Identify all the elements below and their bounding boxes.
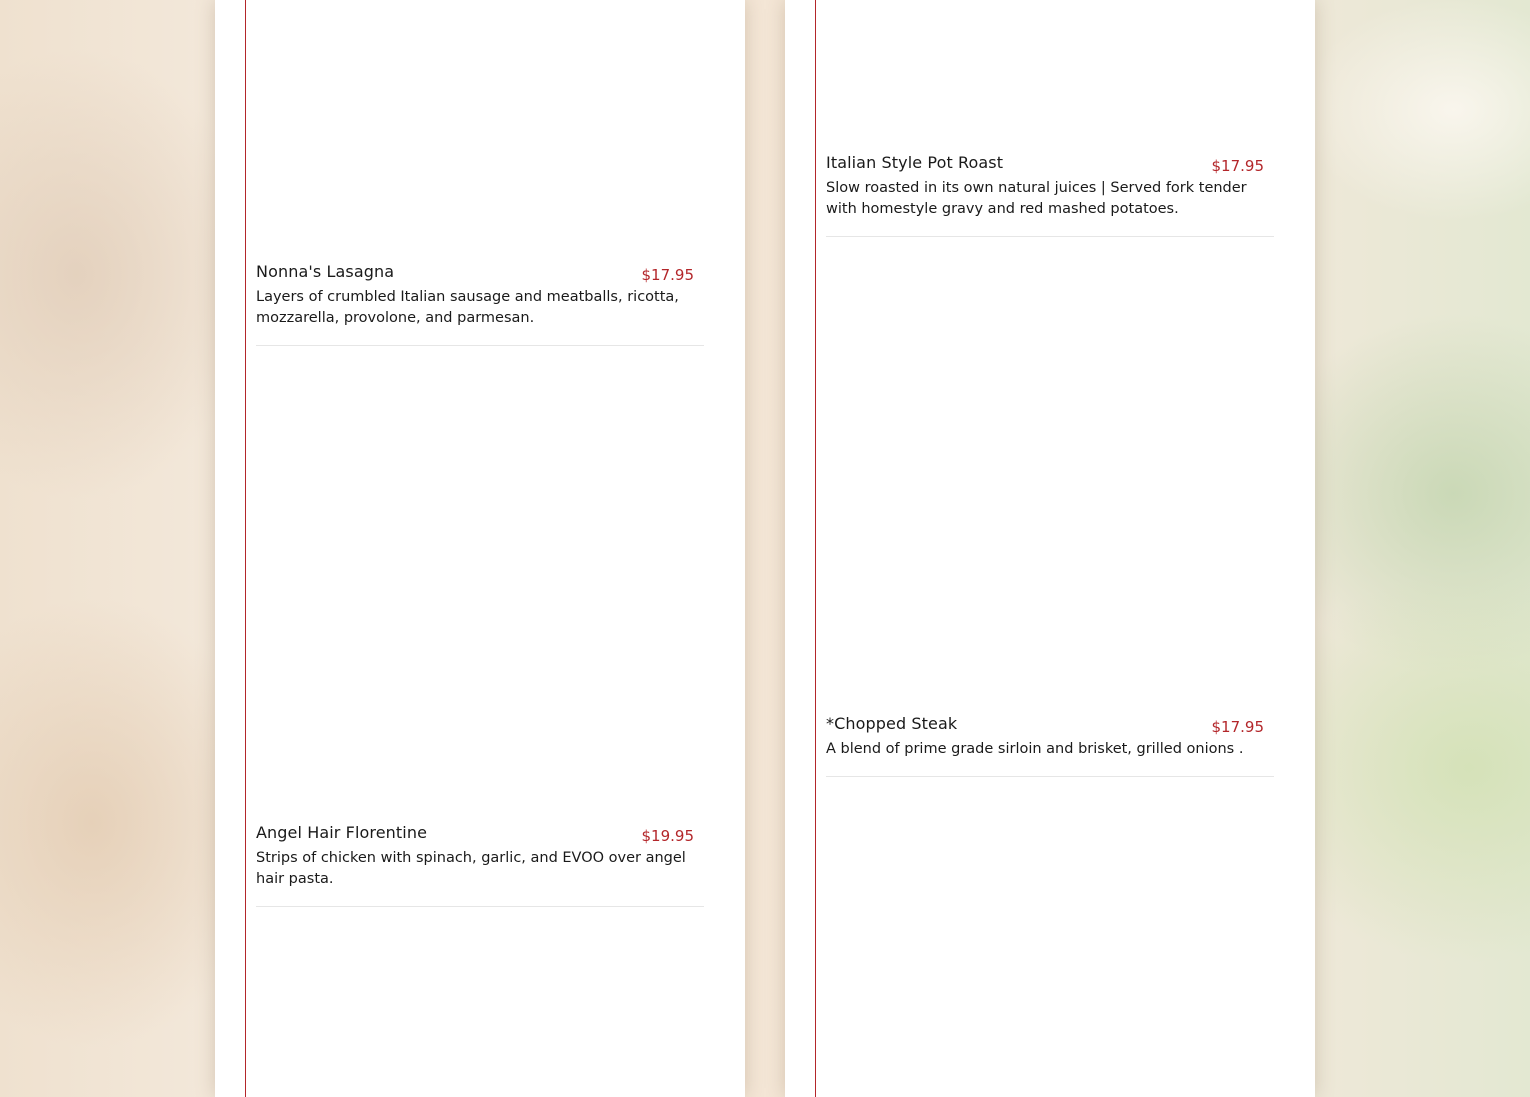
menu-item-description: A blend of prime grade sirloin and brisket, grilled onions . (826, 741, 1244, 757)
menu-item-description: Strips of chicken with spinach, garlic, and EVOO over angel hair pasta. (256, 850, 686, 887)
menu-item-name: Italian Style Pot Roast (826, 153, 1004, 172)
menu-item-nonnas-lasagna[interactable] (256, 262, 704, 346)
menu-item-price: $17.95 (641, 266, 694, 284)
menu-item-italian-style-pot-roast[interactable] (826, 153, 1274, 237)
menu-item-chopped-steak[interactable] (826, 714, 1274, 777)
menu-column-right (785, 0, 1315, 1097)
menu-item-description: Layers of crumbled Italian sausage and meatballs, ricotta, mozzarella, provolone, and parmesan. (256, 289, 679, 326)
menu-item-price: $17.95 (1211, 157, 1264, 175)
panel-red-rule (815, 0, 816, 1097)
menu-item-name: *Chopped Steak (826, 714, 958, 733)
menu-item-price: $17.95 (1211, 718, 1264, 736)
panel-red-rule (245, 0, 246, 1097)
menu-item-description: Slow roasted in its own natural juices | Served fork tender with homestyle gravy and red mashed potatoes. (826, 180, 1247, 217)
menu-item-angel-hair-florentine[interactable] (256, 823, 704, 907)
menu-column-left (215, 0, 745, 1097)
menu-item-price: $19.95 (641, 827, 694, 845)
menu-item-name: Angel Hair Florentine (256, 823, 428, 842)
menu-item-name: Nonna's Lasagna (256, 262, 395, 281)
